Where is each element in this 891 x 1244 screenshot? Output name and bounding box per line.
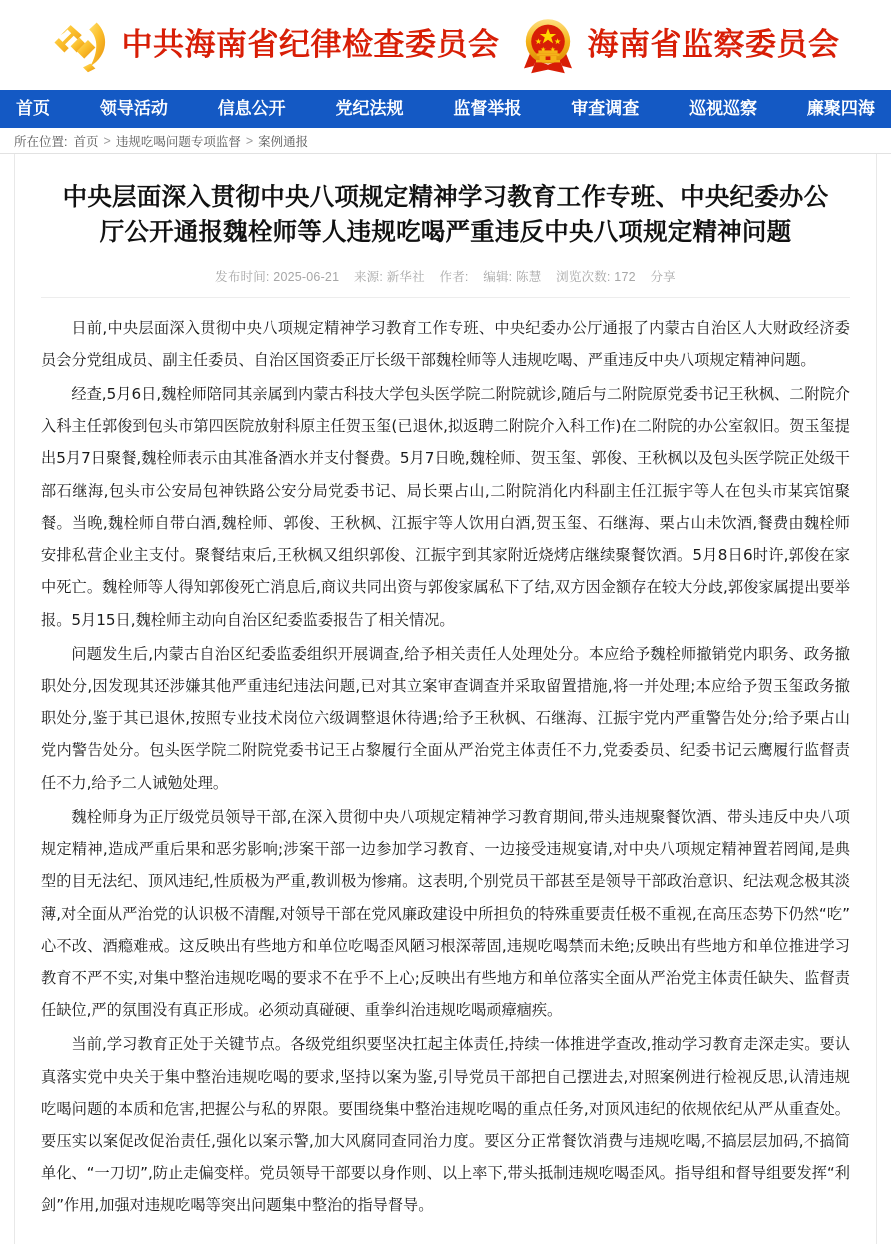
editor-label: 编辑: [483, 269, 513, 284]
nav-item-info-disclosure[interactable]: 信息公开 [217, 99, 286, 119]
meta-divider [41, 297, 850, 298]
breadcrumb-separator: > [245, 133, 254, 148]
source-group [354, 270, 429, 284]
author-label: 作者: [439, 269, 469, 284]
article-paragraph: 日前,中央层面深入贯彻中央八项规定精神学习教育工作专班、中央纪委办公厅通报了内蒙古自治区人大财政经济委员会分党组成员、副主任委员、自治区国资委正厅长级干部魏栓师等人违规吃喝、严重违反中央八项规定精神问题。 [41, 318, 850, 369]
nav-item-home[interactable]: 首页 [16, 99, 50, 119]
nav-item-leader-activity[interactable]: 领导活动 [99, 99, 168, 119]
publish-time-value: 2025-06-21 [273, 269, 340, 284]
breadcrumb-item-case-notice[interactable]: 案例通报 [258, 134, 309, 149]
source-value: 新华社 [386, 269, 425, 284]
author-group [440, 270, 473, 284]
source-label: 来源: [353, 269, 384, 284]
brand-hainan-supervisory-commission[interactable] [518, 13, 840, 77]
nav-item-investigation[interactable]: 审查调查 [571, 99, 640, 119]
nav-item-report[interactable]: 监督举报 [453, 99, 522, 119]
publish-time-label: 发布时间: [215, 269, 270, 284]
article-body [41, 312, 850, 1222]
article-paragraph: 问题发生后,内蒙古自治区纪委监委组织开展调查,给予相关责任人处理处分。本应给予魏栓师撤销党内职务、政务撤职处分,因发现其还涉嫌其他严重违纪违法问题,已对其立案审查调查并采取留置措施,将一并处理;本应给予贺玉玺政务撤职处分,鉴于其已退休,按照专业技术岗位六级调整退休待遇;给予王秋枫、石继海、江振宇党内严重警告处分;给予栗占山党内警告处分。包头医学院二附院党委书记王占黎履行全面从严治党主体责任不力,党委委员、纪委书记云鹰履行监督责任不力,给予二人诫勉处理。 [41, 644, 850, 792]
site-header [0, 0, 891, 90]
article-container [0, 154, 891, 1244]
article-paragraph: 当前,学习教育正处于关键节点。各级党组织要坚决扛起主体责任,持续一体推进学查改,推动学习教育走深走实。要认真落实党中央关于集中整治违规吃喝的要求,坚持以案为鉴,引导党员干部把自己摆进去,对照案例进行检视反思,认清违规吃喝问题的本质和危害,把握公与私的界限。要围绕集中整治违规吃喝的重点任务,对顶风违纪的依规依纪从严从重查处。要压实以案促改促治责任,强化以案示警,加大风腐同查同治力度。要区分正常餐饮消费与违规吃喝,不搞层层加码,不搞简单化、“一刀切”,防止走偏变样。党员领导干部要以身作则、以上率下,带头抵制违规吃喝歪风。指导组和督导组要发挥“利剑”作用,加强对违规吃喝等突出问题集中整治的指导督导。 [41, 1035, 850, 1215]
brand-title-cdi: 中共海南省纪律检查委员会 [121, 26, 500, 63]
editor-value: 陈慧 [516, 269, 542, 284]
page-title: 中央层面深入贯彻中央八项规定精神学习教育工作专班、中央纪委办公厅公开通报魏栓师等人违规吃喝严重违反中央八项规定精神问题 [62, 182, 829, 246]
share-button[interactable]: 分享 [650, 269, 676, 284]
article [14, 154, 877, 1244]
breadcrumb-item-home[interactable]: 首页 [73, 134, 99, 149]
views-count: 172 [614, 269, 636, 284]
publish-time-group [215, 270, 343, 284]
brand-title-supervisory: 海南省监察委员会 [587, 26, 840, 63]
article-paragraph: 经查,5月6日,魏栓师陪同其亲属到内蒙古科技大学包头医学院二附院就诊,随后与二附院原党委书记王秋枫、二附院介入科主任郭俊到包头市第四医院放射科原主任贺玉玺(已退休,拟返聘二附院介入科工作)在二附院的办公室叙旧。贺玉玺提出5月7日聚餐,魏栓师表示由其准备酒水并支付餐费。5月7日晚,魏栓师、贺玉玺、郭俊、王秋枫以及包头医学院正处级干部石继海,包头市公安局包神铁路公安分局党委书记、局长栗占山,二附院消化内科副主任江振宇等人在包头市某宾馆聚餐。当晚,魏栓师自带白酒,魏栓师、郭俊、王秋枫、江振宇等人饮用白酒,贺玉玺、石继海、栗占山未饮酒,餐费由魏栓师安排私营企业主支付。聚餐结束后,王秋枫又组织郭俊、江振宇到其家附近烧烤店继续聚餐饮酒。5月8日6时许,郭俊在家中死亡。魏栓师等人得知郭俊死亡消息后,商议共同出资与郭俊家属私下了结,双方因金额存在较大分歧,郭俊家属提出要举报。5月15日,魏栓师主动向自治区纪委监委报告了相关情况。 [41, 385, 850, 629]
breadcrumb-label: 所在位置: [14, 134, 68, 149]
nav-item-party-rules[interactable]: 党纪法规 [335, 99, 404, 119]
editor-group [483, 270, 545, 284]
breadcrumb-item-special-supervision[interactable]: 违规吃喝问题专项监督 [115, 134, 241, 149]
article-meta [41, 267, 850, 285]
nav-item-inspection[interactable]: 巡视巡察 [689, 99, 758, 119]
article-paragraph: 魏栓师身为正厅级党员领导干部,在深入贯彻中央八项规定精神学习教育期间,带头违规聚餐饮酒、带头违反中央八项规定精神,造成严重后果和恶劣影响;涉案干部一边参加学习教育、一边接受违规宴请,对中央八项规定精神置若罔闻,是典型的目无法纪、顶风违纪,性质极为严重,教训极为惨痛。这表明,个别党员干部甚至是领导干部政治意识、纪法观念极其淡薄,对全面从严治党的认识极不清醒,对领导干部在党风廉政建设中所担负的特殊重要责任极不重视,在高压态势下仍然“吃”心不改、酒瘾难戒。这反映出有些地方和单位吃喝歪风陋习根深蒂固,违规吃喝禁而未绝;反映出有些地方和单位推进学习教育不严不实,对集中整治违规吃喝的要求不在乎不上心;反映出有些地方和单位落实全面从严治党主体责任缺失、监督责任缺位,严的氛围没有真正形成。必须动真碰硬、重拳纠治违规吃喝顽瘴痼疾。 [41, 807, 850, 1020]
breadcrumb [0, 128, 891, 154]
views-group [556, 270, 639, 284]
breadcrumb-separator: > [103, 133, 111, 148]
views-label: 浏览次数: [556, 269, 611, 284]
main-navigation [0, 90, 891, 128]
national-emblem-icon [518, 13, 578, 77]
nav-item-lianju-sihai[interactable]: 廉聚四海 [806, 99, 875, 119]
cpc-party-emblem-icon [52, 14, 114, 76]
brand-cpc-hainan-cdi[interactable] [52, 14, 500, 76]
